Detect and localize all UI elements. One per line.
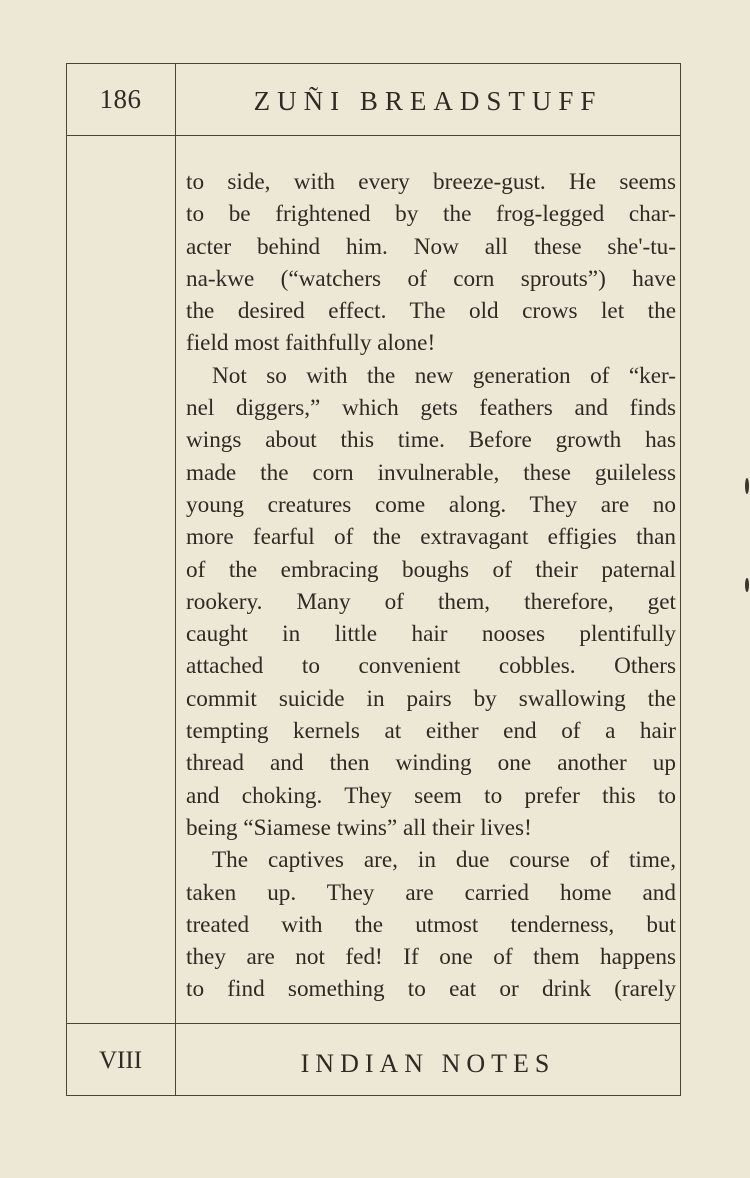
- footer-rule: [66, 1023, 681, 1024]
- running-title: ZUÑI BREADSTUFF: [253, 86, 603, 116]
- column-divider: [175, 63, 176, 1096]
- text-line: rookery. Many of them, therefore, get: [186, 588, 676, 615]
- text-line: field most faithfully alone!: [186, 330, 436, 357]
- text-line: thread and then winding one another up: [186, 750, 676, 777]
- text-line: of the embracing boughs of their paternal: [186, 556, 676, 583]
- text-line: nel diggers,” which gets feathers and finds: [186, 395, 676, 422]
- text-line: to find something to eat or drink (rarely: [186, 976, 676, 1003]
- text-line: taken up. They are carried home and: [186, 879, 676, 906]
- text-line: they are not fed! If one of them happens: [186, 944, 676, 971]
- header-rule: [66, 135, 681, 136]
- ink-mark: [745, 578, 749, 592]
- text-line: acter behind him. Now all these she'-tu-: [186, 233, 676, 260]
- text-line: attached to convenient cobbles. Others: [186, 653, 676, 680]
- page-number: 186: [99, 84, 142, 114]
- text-line: to be frightened by the frog-legged char-: [186, 201, 676, 228]
- text-line: Not so with the new generation of “ker-: [212, 362, 676, 389]
- body-text: [186, 166, 676, 1006]
- section-number: VIII: [98, 1047, 143, 1074]
- ink-mark: [745, 478, 749, 494]
- text-line: treated with the utmost tenderness, but: [186, 911, 676, 938]
- text-line: commit suicide in pairs by swallowing the: [186, 685, 676, 712]
- text-line: more fearful of the extravagant effigies than: [186, 524, 676, 551]
- text-line: caught in little hair nooses plentifully: [186, 621, 676, 648]
- text-line: The captives are, in due course of time,: [212, 847, 676, 874]
- text-line: tempting kernels at either end of a hair: [186, 718, 676, 745]
- text-line: na-kwe (“watchers of corn sprouts”) have: [186, 265, 676, 292]
- text-line: and choking. They seem to prefer this to: [186, 782, 676, 809]
- text-line: wings about this time. Before growth has: [186, 427, 676, 454]
- text-line: young creatures come along. They are no: [186, 491, 676, 518]
- text-line: being “Siamese twins” all their lives!: [186, 814, 532, 841]
- text-line: to side, with every breeze-gust. He seems: [186, 169, 676, 195]
- series-title: INDIAN NOTES: [300, 1049, 556, 1078]
- text-line: made the corn invulnerable, these guileless: [186, 459, 676, 486]
- text-line: the desired effect. The old crows let the: [186, 298, 676, 325]
